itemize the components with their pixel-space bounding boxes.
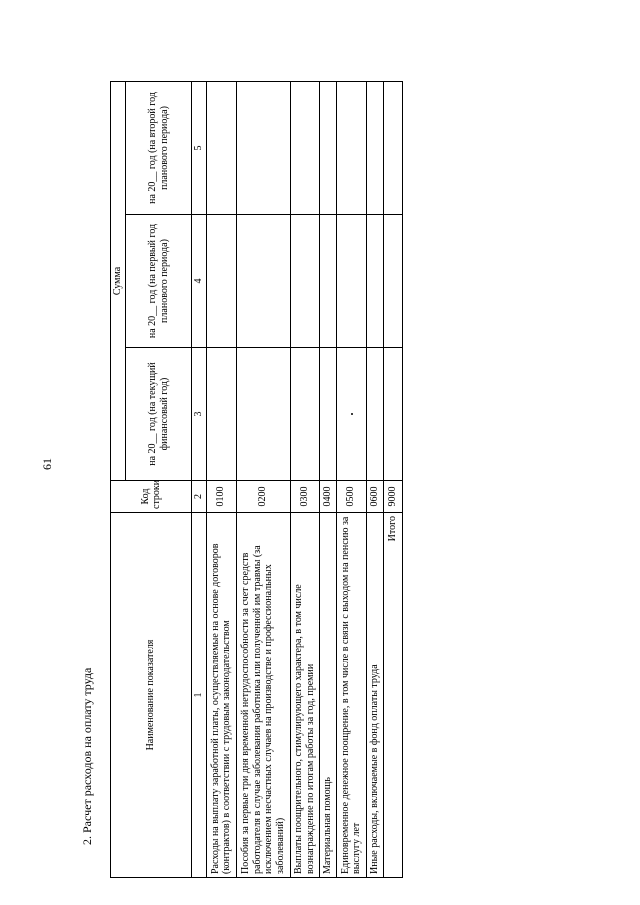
column-number: 3 [192,348,207,481]
header-col4: на 20__ год (на первый год планового периода) [126,215,192,348]
table-rotated-container [110,82,400,878]
total-code: 9000 [383,481,402,513]
header-col3: на 20__ год (на текущий финансовый год) [126,348,192,481]
table-row [319,81,336,877]
column-number: 5 [192,81,207,214]
total-row [383,81,402,877]
table-row [366,81,383,877]
page-number: 61 [40,458,54,470]
value-cell-col3[interactable] [236,348,290,481]
value-cell-col3[interactable] [366,348,383,481]
value-cell-col5[interactable] [236,81,290,214]
value-cell-col3[interactable] [290,348,319,481]
labor-costs-table [110,81,403,878]
row-name: Иные расходы, включаемые в фонд оплаты труда [366,513,383,878]
value-cell-col5[interactable] [319,81,336,214]
total-label: Итого [383,513,402,878]
value-cell-col4[interactable] [290,215,319,348]
row-code: 0500 [336,481,366,513]
total-cell-col4[interactable] [383,215,402,348]
row-code: 0400 [319,481,336,513]
row-name: Единовременное денежное поощрение, в том числе в связи с выходом на пенсию за выслугу лет [336,513,366,878]
value-cell-col3[interactable] [336,348,366,481]
total-cell-col3[interactable] [383,348,402,481]
table-row [336,81,366,877]
column-number-row [192,81,207,877]
value-cell-col3[interactable] [206,348,236,481]
total-cell-col5[interactable] [383,81,402,214]
row-code: 0100 [206,481,236,513]
value-cell-col5[interactable] [206,81,236,214]
value-cell-col4[interactable] [319,215,336,348]
row-code: 0600 [366,481,383,513]
header-name: Наименование показателя [111,513,192,878]
row-code: 0300 [290,481,319,513]
header-row-1 [111,81,126,877]
table-row [206,81,236,877]
value-cell-col5[interactable] [366,81,383,214]
table-row [290,81,319,877]
value-cell-col4[interactable] [336,215,366,348]
section-title: 2. Расчет расходов на оплату труда [80,667,94,845]
value-cell-col5[interactable] [336,81,366,214]
value-cell-col5[interactable] [290,81,319,214]
row-code: 0200 [236,481,290,513]
row-name: Материальная помощь [319,513,336,878]
value-cell-col4[interactable] [236,215,290,348]
column-number: 2 [192,481,207,513]
value-cell-col4[interactable] [366,215,383,348]
header-code: Код строки [111,481,192,513]
value-cell-col3[interactable] [319,348,336,481]
column-number: 1 [192,513,207,878]
row-name: Выплаты поощрительного, стимулирующего характера, в том числе вознаграждение по итогам работы за год, премии [290,513,319,878]
table-row [236,81,290,877]
row-name: Пособия за первые три дня временной нетрудоспособности за счет средств работодателя в случае заболевания работника или полученной им травмы (за исключением несчастных случаев на производстве и профессиональных заболеваний) [236,513,290,878]
row-name: Расходы на выплату заработной платы, осуществляемые на основе договоров (контрактов) в соответствии с трудовым законодательством [206,513,236,878]
value-cell-col4[interactable] [206,215,236,348]
header-col5: на 20__ год (на второй год планового периода) [126,81,192,214]
column-number: 4 [192,215,207,348]
stray-mark [351,413,353,415]
header-sum: Сумма [111,81,126,480]
